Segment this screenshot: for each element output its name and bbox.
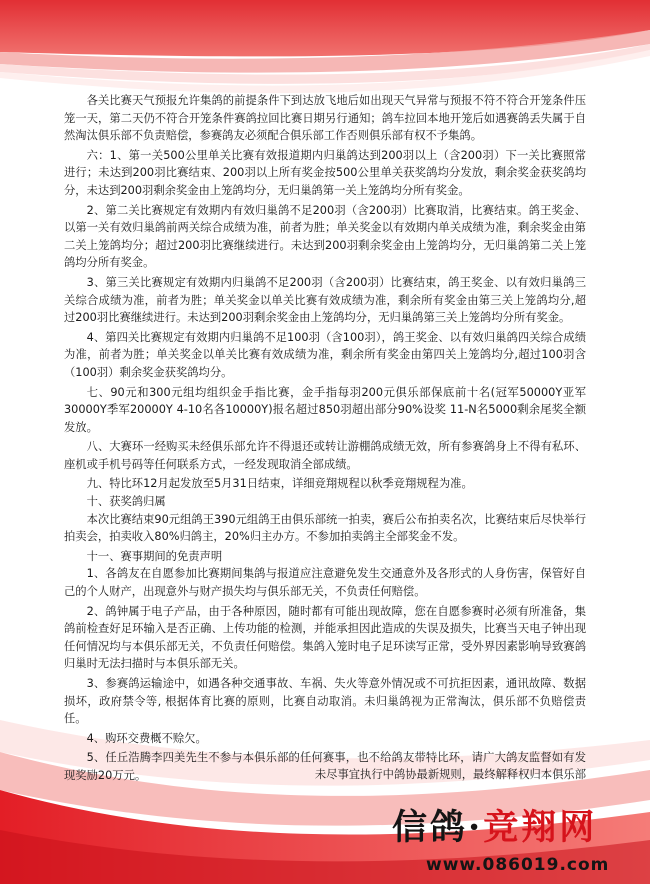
section-ten-heading: 十、获奖鸽归属 bbox=[86, 495, 166, 509]
section-eleven-heading: 十一、赛事期间的免责声明 bbox=[86, 549, 223, 563]
paragraph-weather: 各关比赛天气预报允许集鸽的前提条件下到达放飞地后如出现天气异常与预报不符不符合开笼条件压笼一天，第二天仍不符合开笼条件赛鸽拉回比赛日期另行通知；鸽车拉回本地开笼后如遇赛鸽丢失属于自然淘汰俱乐部不负责赔偿，参赛鸽友必须配合俱乐部工作否则俱乐部有权不予集鸽。 bbox=[64, 94, 586, 143]
brand-name-part2: 竞翔网 bbox=[483, 807, 598, 848]
section-ten-text: 本次比赛结束90元组鸽王390元组鸽王由俱乐部统一拍卖，赛后公布拍卖名次，比赛结束后尽快举行拍卖会，拍卖收入80%归鸽主，20%归主办方。不参加拍卖鸽主全部奖金不发。 bbox=[64, 512, 586, 544]
paragraph-rule-eight: 八、大赛环一经购买未经俱乐部允许不得退还或转让游棚鸽成绩无效，所有参赛鸽身上不得有私环、座机或手机号码等任何联系方式，一经发现取消全部成绩。 bbox=[64, 440, 586, 471]
paragraph-rule-nine: 九、特比环12月起发放至5月31日结束，详细竞翔规程以秋季竞翔规程为准。 bbox=[86, 477, 473, 491]
brand-url: www.086019.com bbox=[426, 855, 610, 875]
paragraph-rule-six-1: 六：1、第一关500公里单关比赛有效报道期内归巢鸽达到200羽以上（含200羽）下一关比赛照常进行；未达到200羽比赛结束、200羽以上所有奖金按500公里单关获奖鸽均分发放，剩余奖金获奖鸽均分，未达到200羽剩余奖金由上笼鸽均分，无归巢鸽第一关上笼鸽均分所有奖金。 bbox=[64, 148, 586, 197]
disclaimer-item: 4、购环交费概不赊欠。 bbox=[86, 731, 207, 745]
disclaimer-item: 2、鸽钟属于电子产品，由于各种原因，随时都有可能出现故障，您在自愿参赛时必须有所准备，集鸽前检查好足环输入是否正确、上传功能的检测，并能承担因此造成的失误及损失，比赛当天电子钟出现任何情况均与本俱乐部无关，不负责任何赔偿。集鸽入笼时电子足环读写正常，受外界因素影响导致赛鸽归巢时无法扫描时与本俱乐部无关。 bbox=[64, 604, 586, 671]
closing-note: 未尽事宜执行中鸽协最新规则，最终解释权归本俱乐部 bbox=[314, 768, 586, 781]
disclaimer-item: 1、各鸽友在自愿参加比赛期间集鸽与报道应注意避免发生交通意外及各形式的人身伤害，保管好自己的个人财产，出现意外与财产损失均与俱乐部无关，不负责任何赔偿。 bbox=[64, 567, 586, 599]
paragraph-rule-six-4: 4、第四关比赛规定有效期内归巢鸽不足100羽（含100羽），鸽王奖金、以有效归巢鸽四关综合成绩为准，前者为胜；单关奖金以单关比赛有效成绩为准，剩余所有奖金由第四关上笼鸽均分,超过100羽含（100羽）剩余奖金获奖鸽均分。 bbox=[64, 330, 586, 379]
paragraph-rule-seven: 七、90元和300元组均组织金手指比赛，金手指每羽200元俱乐部保底前十名(冠军50000Y亚军30000Y季军20000Y 4-10名各10000Y)报名超过850羽超出部分90%设奖 11-N名5000剩余尾奖全额发放。 bbox=[64, 385, 586, 434]
disclaimer-item: 5、任丘浩腾李四美先生不参与本俱乐部的任何赛事，也不给鸽友带特比环，请广大鸽友监督如有发现奖励20万元。 bbox=[64, 751, 586, 782]
paragraph-rule-six-3: 3、第三关比赛规定有效期内归巢鸽不足200羽（含200羽）比赛结束，鸽王奖金、以有效归巢鸽三关综合成绩为准，前者为胜；单关奖金以单关比赛有效成绩为准，剩余所有奖金由第三关上笼鸽均分,超过200羽比赛继续进行。未达到200羽剩余奖金由上笼鸽均分，无归巢鸽第三关上笼鸽均分所有奖金。 bbox=[64, 275, 586, 325]
paragraph-rule-six-2: 2、第二关比赛规定有效期内有效归巢鸽不足200羽（含200羽）比赛取消，比赛结束。鸽王奖金、以第一关有效归巢鸽前两关综合成绩为准，前者为胜；单关奖金以有效期内单关成绩为准，剩余奖金由第二关上笼鸽均分；超过200羽比赛继续进行。未达到200羽剩余奖金由上笼鸽均分，无归巢鸽第二关上笼鸽均分所有奖金。 bbox=[64, 203, 586, 270]
disclaimer-item: 3、参赛鸽运输途中，如遇各种交通事故、车祸、失火等意外情况或不可抗拒因素，通讯故障、数据损坏，政府禁令等, 根据体育比赛的原则，比赛自动取消。未归巢鸽视为正常淘汰，俱乐部不负赔偿责任。 bbox=[64, 677, 586, 726]
document-body bbox=[64, 92, 586, 787]
brand-watermark bbox=[392, 800, 642, 880]
brand-name bbox=[392, 800, 597, 850]
brand-name-part1: 信鸽· bbox=[392, 807, 484, 848]
